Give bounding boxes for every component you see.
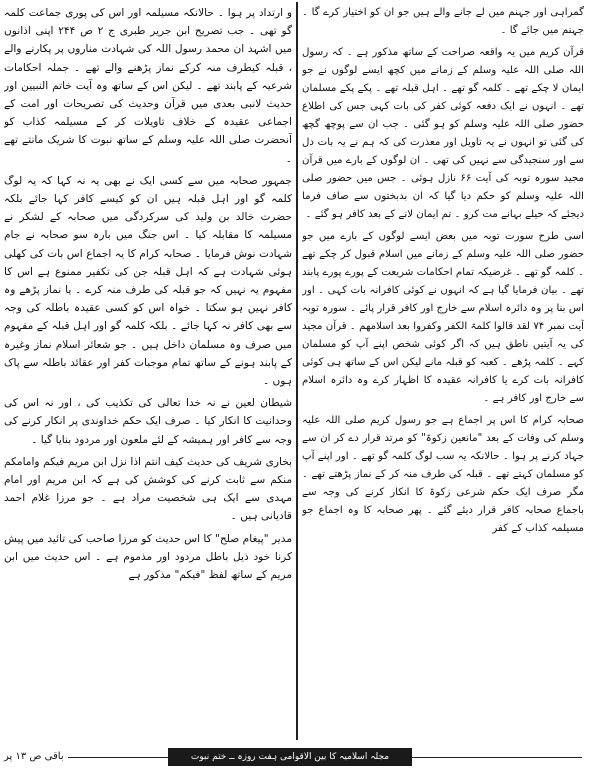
right-paragraph: قرآن کریم میں یہ واقعہ صراحت کے ساتھ مذکور ہے ۔ کہ رسول اللہ صلی اللہ علیہ وسلم کے زمانے میں کچھ ایسے لوگوں نے جو ایمان لا چکے تھے ۔ کلمہ گو تھے ۔ اہل قبلہ تھے ۔ پکے پکے مسلمان تھے ۔ انہوں نے ایک دفعہ کوئی کفر کی بات کہی جس کی اطلاع حضور صلی اللہ علیہ وسلم کو ہو گئی ۔ جب ان سے پوچھ گچھ کی گئی تو انہوں نے یہ تاویل اور معذرت کی کہ ہم نے یہ بات دل سے اور سنجیدگی سے نہیں کی تھی ۔ ان لوگوں کے بارے میں قرآن مجید سورہ توبہ کی آیت ۶۶ نازل ہوئی ۔ جس میں حضور صلی اللہ علیہ وسلم کو حکم دیا گیا کہ ان بدبختوں سے صاف فرما دیجئے کہ حیلے بہانے مت کرو ۔ تم ایمان لانے کے بعد کافر ہو گئے ۔ <box>302 47 584 220</box>
footer-rule <box>68 757 168 758</box>
left-paragraph: جمہور صحابہ میں سے کسی ایک نے بھی یہ نہ کہا کہ یہ لوگ کلمہ گو اور اہل قبلہ ہیں ان کو کیسے کافر کہا جائے بلکہ حضرت خالد بن ولید کی سرکردگی میں صحابہ کے لشکر نے مسیلمہ کا مقابلہ کیا ۔ اس جنگ میں بارہ سو صحابہ نے جام شہادت نوش فرمایا ۔ صحابہ کرام کا یہ اجماع اس بات کی کھلی ہوئی شہادت ہے کہ اہل قبلہ جن کی تکفیر ممنوع ہے اس کا مفہوم یہ نہیں کہ جو قبلہ کی طرف منہ کرے ۔ یا نماز پڑھے وہ کافر نہیں ہو سکتا ۔ خواہ اس کو کسی عقیدہ باطلہ کی وجہ سے بھی کافر نہ کہا جائے ۔ بلکہ کلمہ گو اور اہل قبلہ کے مفہوم میں صرف وہ مسلمان داخل ہیں ۔ جو شعائر اسلام نماز وغیرہ کے پابند ہونے کے ساتھ تمام موجبات کفر اور عقائد باطلہ سے پاک ہوں ۔ <box>4 174 292 388</box>
left-paragraph: شیطان لعین نے نہ خدا تعالی کی تکذیب کی ، اور نہ اس کی وحدانیت کا انکار کیا ۔ صرف ایک حکم خداوندی پر انکار کرنے کی وجہ سے کافر اور ہمیشہ کے لئے ملعون اور مردود بنایا گیا ۔ <box>4 397 292 446</box>
left-paragraph: و ارتداد پر ہوا ۔ حالانکہ مسیلمہ اور اس کی پوری جماعت کلمہ گو تھی ۔ جب تصریح ابن جریر طبری ج ۲ ص ۲۴۴ اپنی اذانوں میں اشہد ان محمد رسول اللہ کی شہادت مناروں پر پکارنے والے ، قبلہ کیطرف منہ کرکے نماز پڑھنے والے تھے ۔ جملہ احکامات شرعیہ کے پابند تھے ۔ لیکن اس کے ساتھ وہ آیت خاتم النبیین اور حدیث لانبی بعدی میں قرآن وحدیث کی تصریحات اور امت کے اجماعی عقیدہ کے خلاف تاویلات کر کے مسیلمہ کذاب کو آنحضرت صلی اللہ علیہ وسلم کے ساتھ نبوت کا شریک مانتے تھے ۔ <box>4 7 292 165</box>
column-divider <box>296 2 298 740</box>
right-paragraph: اسی طرح سورت توبہ میں بعض ایسے لوگوں کے بارے میں جو حضور صلی اللہ علیہ وسلم کے زمانے میں اسلام قبول کر چکے تھے ۔ کلمہ گو تھے ۔ غرضیکہ تمام احکامات شریعت کے پورے پورے پابند تھے ۔ بیان فرمایا گیا ہے کہ انہوں نے کوئی کافرانہ بات کہی ۔ اور اس بنا پر وہ دائرہ اسلام سے خارج اور کافر قرار پائے ۔ سورہ توبہ آیت نمبر ۷۴ لقد قالوا کلمۃ الکفر وکفروا بعد اسلامھم ۔ قرآن مجید کی یہ آیتیں ناطق ہیں کہ اگر کوئی شخص اپنے آپ کو مسلمان کہے ۔ کلمہ پڑھے ۔ کعبہ کو قبلہ مانے لیکن اس کے ساتھ ہی کوئی کافرانہ بات کرے یا کافرانہ عقیدہ کا اظہار کرے وہ دائرہ اسلام سے خارج اور کافر ہے ۔ <box>302 231 584 404</box>
right-column <box>302 4 584 736</box>
left-paragraph: بخاری شریف کی حدیث کیف انتم اذا نزل ابن مریم فیکم وامامکم منکم سے ثابت کرنے کی کوشش کی ہے کہ ابن مریم اور امام مہدی سے ایک ہی شخصیت مراد ہے ۔ جو مرزا غلام احمد قادیانی ہیں ۔ <box>4 455 292 523</box>
left-column <box>4 4 292 736</box>
continuation-note: باقی ص ۱۳ پر <box>4 751 64 762</box>
right-paragraph: صحابہ کرام کا اس پر اجماع ہے جو رسول کریم صلی اللہ علیہ وسلم کی وفات کے بعد "مانعین زکوۃ" کو مرتد قرار دے کر ان سے جہاد کرنے پر ہوا ۔ حالانکہ یہ سب لوگ کلمہ گو تھے ۔ اور اپنے آپ کو مسلمان کہتے تھے ۔ قبلہ کی طرف منہ کر کے نماز پڑھتے تھے ۔ مگر صرف ایک حکم شرعی زکوۃ کا انکار کرنے کی وجہ سے باجماع صحابہ کافر قرار دیئے گئے ۔ پھر صحابہ کا وہ اجماع جو مسیلمہ کذاب کے کفر <box>302 415 584 534</box>
page-footer <box>0 744 590 773</box>
footer-rule <box>412 757 582 758</box>
footer-band: مجلہ اسلامیہ کا بین الاقوامی ہفت روزہ ــ ختم نبوت <box>168 748 412 766</box>
left-paragraph: مدیر "پیغام صلح" کا اس حدیث کو مرزا صاحب کی تائید میں پیش کرنا خود ذیل باطل مردود اور مذموم ہے ۔ اس حدیث میں ابن مریم کے ساتھ لفظ "فیکم" مذکور ہے <box>4 532 292 582</box>
right-paragraph: گمراہی اور جہنم میں لے جانے والے ہیں جو ان کو اختیار کرے گا ۔ جہنم میں جائے گا ۔ <box>302 7 584 36</box>
